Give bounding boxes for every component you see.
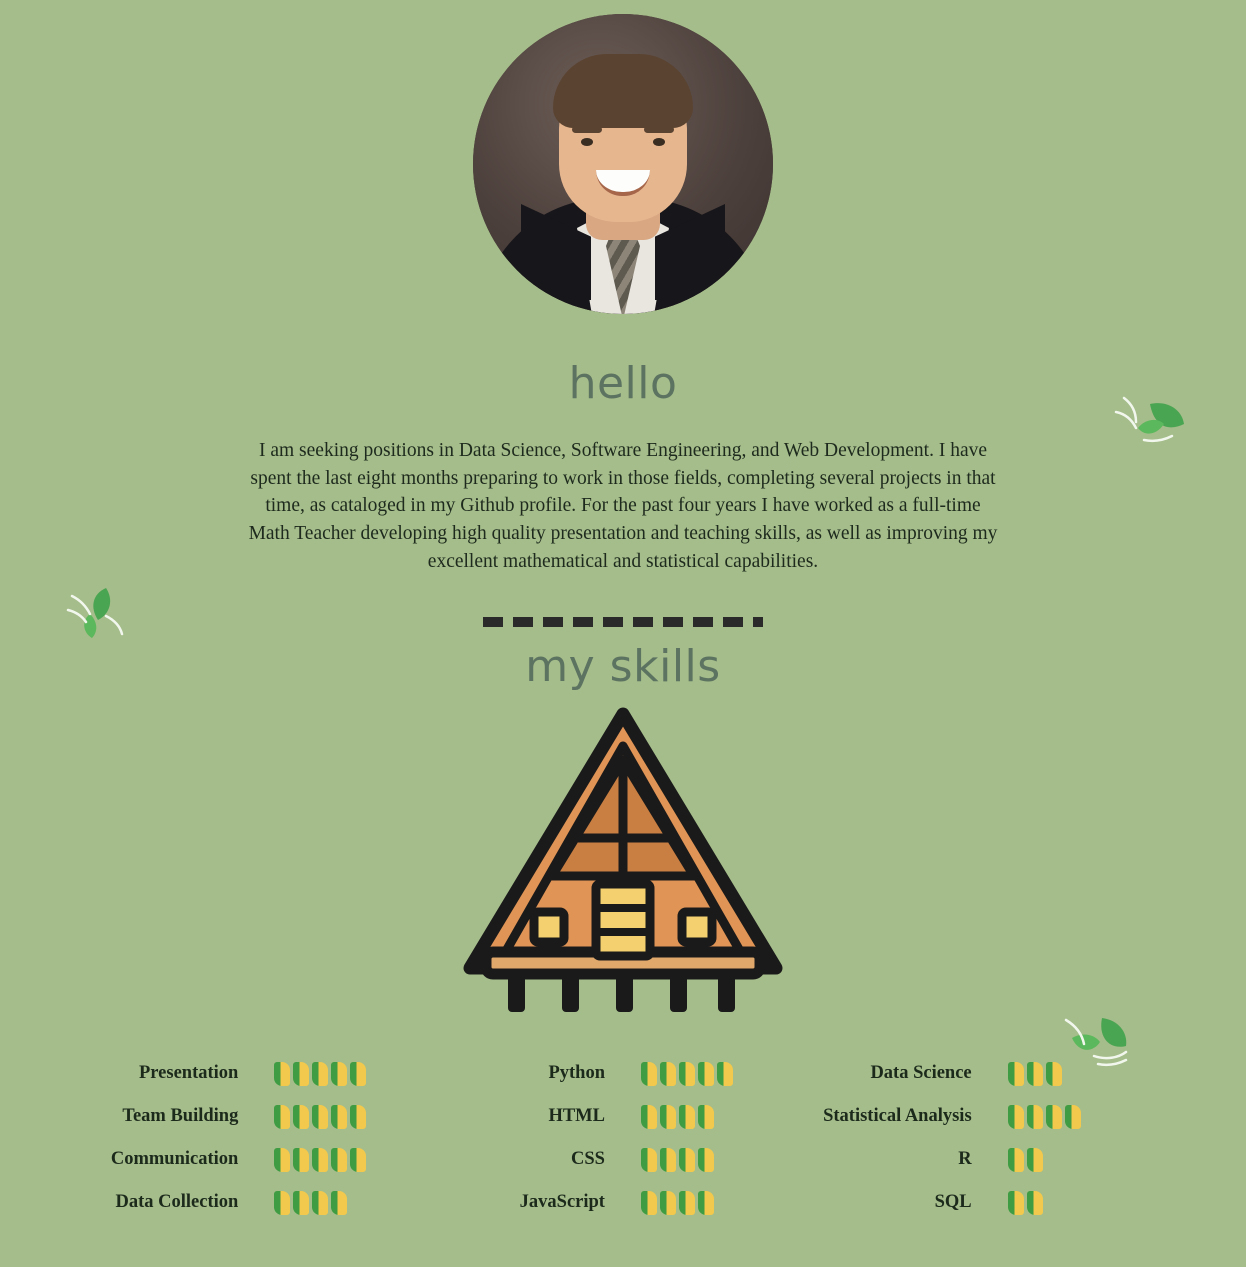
leaf-rating-icon — [698, 1191, 714, 1215]
leaf-rating-icon — [1027, 1105, 1043, 1129]
leaf-rating-icon — [641, 1148, 657, 1172]
dashed-divider — [483, 617, 763, 627]
skill-row — [806, 1095, 1173, 1138]
avatar-section — [0, 0, 1246, 314]
skill-label: R — [958, 1149, 972, 1170]
leaf-rating-icon — [331, 1191, 347, 1215]
leaf-rating-icon — [717, 1062, 733, 1086]
skill-label: CSS — [571, 1149, 605, 1170]
leaf-rating-icon — [274, 1105, 290, 1129]
leaf-rating-icon — [331, 1148, 347, 1172]
skill-rating — [256, 1105, 439, 1129]
leaf-decoration-icon — [1110, 392, 1190, 452]
skills-heading: my skills — [525, 641, 721, 693]
leaf-rating-icon — [679, 1105, 695, 1129]
leaf-rating-icon — [312, 1191, 328, 1215]
skill-label: JavaScript — [519, 1192, 605, 1213]
leaf-decoration-icon — [1058, 1010, 1138, 1070]
leaf-rating-icon — [312, 1148, 328, 1172]
skill-label: Python — [548, 1063, 605, 1084]
leaf-rating-icon — [274, 1148, 290, 1172]
skill-row — [73, 1181, 440, 1224]
avatar-eyebrow-left — [572, 126, 602, 133]
skill-rating — [623, 1148, 806, 1172]
avatar-eye-right — [653, 138, 665, 146]
skills-column-3 — [806, 1052, 1173, 1224]
skills-column-1 — [73, 1052, 440, 1224]
skill-label: Data Collection — [115, 1192, 239, 1213]
leaf-rating-icon — [274, 1191, 290, 1215]
skill-label: Statistical Analysis — [823, 1106, 972, 1127]
skill-rating — [256, 1191, 439, 1215]
skill-row — [73, 1138, 440, 1181]
leaf-rating-icon — [293, 1148, 309, 1172]
leaf-rating-icon — [1065, 1105, 1081, 1129]
leaf-rating-icon — [1046, 1105, 1062, 1129]
skill-label: Presentation — [138, 1063, 239, 1084]
intro-paragraph: I am seeking positions in Data Science, Software Engineering, and Web Development. I have spent the last eight months preparing to work in those fields, completing several projects in that time, as cataloged in my Github profile. For the past four years I have worked as a full-time Math Teacher developing high quality presentation and teaching skills, as well as improving my excellent mathematical and statistical capabilities. — [248, 440, 998, 572]
skill-row — [440, 1052, 807, 1095]
leaf-rating-icon — [293, 1062, 309, 1086]
avatar-eye-left — [581, 138, 593, 146]
leaf-rating-icon — [293, 1191, 309, 1215]
leaf-decoration-icon — [62, 582, 142, 642]
leaf-rating-icon — [641, 1191, 657, 1215]
leaf-rating-icon — [698, 1062, 714, 1086]
leaf-rating-icon — [1008, 1105, 1024, 1129]
leaf-rating-icon — [350, 1062, 366, 1086]
leaf-rating-icon — [641, 1062, 657, 1086]
leaf-rating-icon — [312, 1105, 328, 1129]
avatar-hair — [553, 54, 693, 128]
skill-label: Team Building — [122, 1106, 239, 1127]
leaf-rating-icon — [350, 1148, 366, 1172]
skill-row — [73, 1095, 440, 1138]
leaf-rating-icon — [331, 1062, 347, 1086]
leaf-rating-icon — [660, 1062, 676, 1086]
leaf-rating-icon — [350, 1105, 366, 1129]
avatar-eyebrow-right — [644, 126, 674, 133]
skill-row — [73, 1052, 440, 1095]
skill-label: SQL — [934, 1192, 972, 1213]
avatar — [473, 14, 773, 314]
skill-rating — [990, 1148, 1173, 1172]
leaf-rating-icon — [679, 1062, 695, 1086]
leaf-rating-icon — [1027, 1191, 1043, 1215]
skill-row — [440, 1138, 807, 1181]
leaf-rating-icon — [679, 1191, 695, 1215]
skill-label: HTML — [548, 1106, 605, 1127]
leaf-rating-icon — [698, 1105, 714, 1129]
skill-rating — [990, 1191, 1173, 1215]
skill-label: Data Science — [870, 1063, 972, 1084]
skill-rating — [990, 1105, 1173, 1129]
leaf-rating-icon — [1008, 1148, 1024, 1172]
skill-rating — [623, 1191, 806, 1215]
skill-rating — [256, 1148, 439, 1172]
leaf-rating-icon — [660, 1191, 676, 1215]
leaf-rating-icon — [293, 1105, 309, 1129]
leaf-rating-icon — [1027, 1148, 1043, 1172]
skill-row — [440, 1095, 807, 1138]
leaf-rating-icon — [698, 1148, 714, 1172]
leaf-rating-icon — [641, 1105, 657, 1129]
skill-label: Communication — [110, 1149, 239, 1170]
leaf-rating-icon — [331, 1105, 347, 1129]
leaf-rating-icon — [274, 1062, 290, 1086]
hello-heading: hello — [568, 358, 678, 409]
leaf-rating-icon — [1027, 1062, 1043, 1086]
leaf-rating-icon — [1008, 1191, 1024, 1215]
skill-row — [806, 1138, 1173, 1181]
skill-row — [806, 1181, 1173, 1224]
leaf-rating-icon — [312, 1062, 328, 1086]
leaf-rating-icon — [660, 1105, 676, 1129]
skills-grid — [73, 1052, 1173, 1224]
leaf-rating-icon — [679, 1148, 695, 1172]
leaf-rating-icon — [660, 1148, 676, 1172]
skill-rating — [256, 1062, 439, 1086]
leaf-rating-icon — [1008, 1062, 1024, 1086]
house-icon — [458, 706, 788, 1036]
skill-rating — [623, 1062, 806, 1086]
skill-row — [440, 1181, 807, 1224]
skills-column-2 — [440, 1052, 807, 1224]
skill-rating — [623, 1105, 806, 1129]
